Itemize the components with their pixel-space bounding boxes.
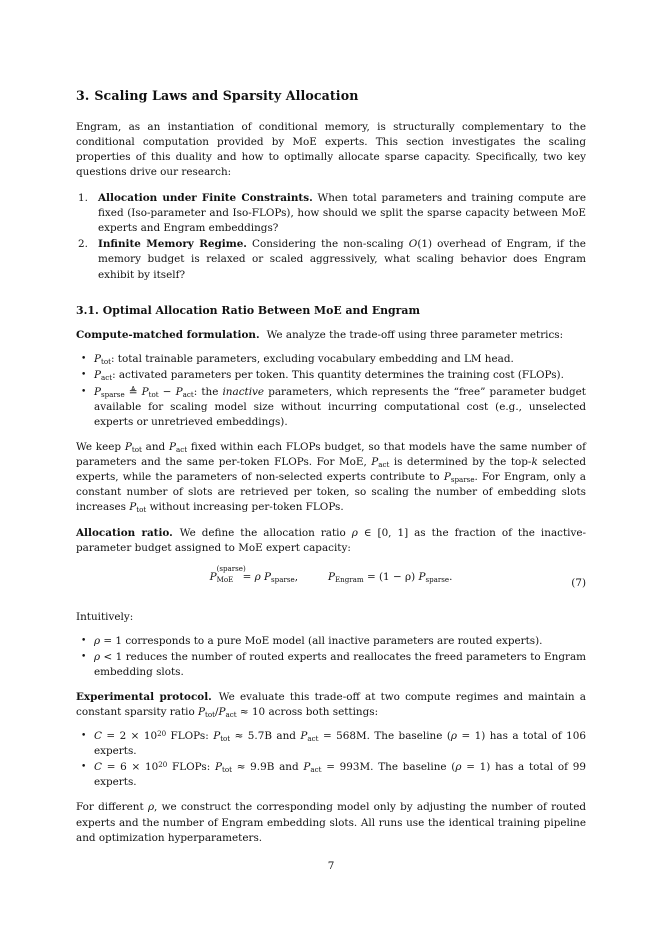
protocol-text-after: across both settings: [268, 705, 379, 718]
times-symbol: × [131, 761, 141, 774]
approx-symbol: ≈ [239, 705, 249, 718]
p-tot-symbol: P [213, 730, 221, 743]
p-tot-subscript: tot [221, 765, 232, 775]
parameter-metrics-list [76, 352, 586, 429]
metric-symbol: P [94, 369, 101, 382]
compute-matched-lead: Compute-matched formulation. [76, 329, 260, 342]
page-content [76, 88, 586, 857]
baseline-text-before: The baseline ( [378, 761, 456, 774]
equals-sign-2: = [326, 761, 335, 774]
equation-rhs1-base: P [264, 570, 272, 583]
fixed-s3: fixed within each FLOPs budget, so that models have the same number of parameters and the same per-token FLOPs. For MoE, [76, 440, 586, 468]
equals-sign-2: = [366, 570, 376, 583]
equals-sign: = [106, 730, 116, 743]
protocol-text-before: We evaluate this trade-off at two compute regimes and maintain a constant sparsity ratio [76, 690, 586, 718]
question-lead: Allocation under Finite Constraints. [98, 192, 313, 205]
metric-p-act [76, 368, 586, 383]
rho-symbol: ρ [94, 650, 101, 663]
fixed-budget-paragraph [76, 440, 586, 515]
closing-text-before: For different [76, 801, 144, 814]
equation-rhs2-base: P [418, 570, 426, 583]
baseline-text-after: ) has a total of 99 experts. [94, 761, 586, 789]
ratio-denominator: P [218, 705, 226, 718]
p-tot-symbol-2: P [129, 501, 137, 514]
compute-unit: FLOPs: [172, 761, 211, 774]
metric-subscript: sparse [101, 389, 125, 399]
bullet-marker: • [81, 386, 87, 397]
metric-symbol: P [94, 385, 101, 398]
ratio-value: 10 [251, 705, 266, 718]
rho-symbol: ρ [450, 730, 457, 743]
intuitively-item-1 [76, 634, 586, 649]
compute-base: 10 [143, 730, 158, 743]
equation-number: (7) [571, 576, 586, 589]
def-symbol-1: P [141, 385, 149, 398]
interval-range: [0, 1] [377, 527, 409, 540]
equation-lhs-subscript: MoE [216, 575, 234, 585]
p-act-symbol: P [300, 730, 308, 743]
metric-p-sparse [76, 385, 586, 430]
ratio-slash: / [215, 705, 219, 718]
equation-lhs-superscript: (sparse) [216, 564, 246, 574]
intuitively-text: corresponds to a pure MoE model (all inactive parameters are routed experts). [125, 634, 543, 647]
closing-text-after: , we construct the corresponding model only by adjusting the number of routed experts and the number of Engram embedding slots. All runs use the identical training pipeline and optimization hyperparameters. [76, 801, 586, 844]
metric-p-tot [76, 352, 586, 367]
p-tot-subscript: tot [131, 444, 142, 454]
section-heading [76, 88, 586, 104]
metric-subscript: tot [101, 357, 111, 367]
ratio-numerator: P [198, 705, 206, 718]
rho-symbol: ρ [351, 527, 358, 540]
bullet-marker: • [81, 651, 87, 662]
bullet-marker: • [81, 370, 87, 381]
big-o-symbol: O [408, 238, 418, 251]
equation-comma: , [294, 570, 298, 583]
compute-regime-1 [76, 729, 586, 759]
intuitively-text: reduces the number of routed experts and reallocates the freed parameters to Engram embedding slots. [94, 650, 586, 678]
compute-regime-2 [76, 760, 586, 790]
section-intro-paragraph: Engram, as an instantiation of conditional memory, is structurally complementary to the conditional computation provided by MoE experts. This section investigates the scaling properties of this duality and how to optimally allocate sparse capacity. Specifically, two key questions drive our research: [76, 120, 586, 179]
fixed-s6: . For Engram, only a constant number of slots are retrieved per token, so scaling the number of embedding slots increases [76, 471, 586, 514]
intuitively-lead: Intuitively: [76, 610, 134, 623]
question-lead: Infinite Memory Regime. [98, 238, 247, 251]
subsection-title: Optimal Allocation Ratio Between MoE and Engram [102, 303, 420, 317]
baseline-text-after: ) has a total of 106 experts. [94, 730, 586, 758]
equals-sign: = [106, 761, 116, 774]
conjunction: and [276, 730, 296, 743]
bullet-marker: • [81, 354, 87, 365]
equation-period: . [449, 570, 453, 583]
element-of-symbol: ∈ [363, 527, 372, 540]
subsection-heading [76, 304, 586, 318]
fixed-s1: We keep [76, 440, 122, 453]
def-subscript-1: tot [148, 389, 159, 399]
experimental-protocol-lead: Experimental protocol. [76, 690, 212, 703]
equation-7-body [76, 564, 586, 585]
equation-factor: (1 − ρ) [378, 570, 416, 583]
metric-text-after: parameters, which represents the “free” parameter budget available for scaling model size without incurring computational cost (e.g., unselected experts or unretrieved embeddings). [94, 385, 586, 428]
p-act-symbol-2: P [371, 455, 379, 468]
p-tot-value: 9.9B [250, 761, 275, 774]
triangleq-operator: ≜ [128, 385, 138, 398]
metric-text-before: : the [193, 385, 219, 398]
equals-sign-1: = [242, 570, 252, 583]
p-act-subscript: act [176, 444, 188, 454]
fixed-s5: selected experts, while the parameters of non-selected experts contribute to [76, 455, 586, 484]
baseline-text-before: The baseline ( [374, 730, 451, 743]
rho-relation: = 1 [103, 634, 123, 647]
baseline-relation: = 1 [461, 730, 482, 743]
list-marker: 1. [78, 192, 88, 205]
p-tot-symbol: P [214, 761, 222, 774]
p-act-value: 993M. [339, 761, 374, 774]
page-number: 7 [327, 860, 335, 872]
question-text-after: overhead of Engram, if the memory budget is relaxed or scaled aggressively, what scaling behavior does Engram exhibit by itself? [98, 238, 586, 281]
compute-matched-paragraph [76, 328, 586, 343]
research-question-1 [76, 191, 586, 236]
p-act-subscript: act [307, 734, 319, 744]
p-tot-subscript: tot [220, 734, 231, 744]
bullet-marker: • [81, 731, 87, 742]
p-act-symbol: P [303, 761, 311, 774]
equation-lhs-base: P [209, 570, 217, 583]
metric-subscript: act [101, 373, 113, 383]
bullet-marker: • [81, 762, 87, 773]
p-act-subscript: act [310, 765, 322, 775]
compute-exponent: 20 [157, 728, 167, 738]
experimental-protocol-paragraph [76, 690, 586, 720]
compute-base: 10 [145, 761, 159, 774]
allocation-text-after: as the fraction of the inactive-parameter budget assigned to MoE expert capacity: [76, 527, 586, 555]
equation-rho: ρ [254, 570, 261, 583]
list-marker: 2. [78, 238, 88, 251]
compute-symbol: C [94, 761, 102, 774]
metric-emphasis: inactive [222, 385, 265, 398]
intuitively-item-2 [76, 650, 586, 680]
section-number: 3. [76, 88, 90, 103]
compute-coefficient: 6 [120, 761, 127, 774]
subsection-number: 3.1. [76, 303, 99, 317]
allocation-ratio-lead: Allocation ratio. [76, 527, 173, 540]
question-text: When total parameters and training compute are fixed (Iso-parameter and Iso-FLOPs), how should we split the sparse capacity between MoE experts and Engram embeddings? [98, 192, 586, 235]
rho-relation: < 1 [103, 650, 123, 663]
compute-regimes-list [76, 729, 586, 790]
rho-symbol: ρ [147, 801, 155, 814]
minus-operator: − [162, 385, 172, 398]
equation-lhs2-base: P [328, 570, 335, 583]
approx-symbol: ≈ [236, 761, 246, 774]
question-text-before: Considering the non-scaling [252, 238, 404, 251]
p-tot-symbol: P [124, 440, 132, 453]
def-symbol-2: P [175, 385, 183, 398]
compute-unit: FLOPs: [170, 730, 209, 743]
allocation-ratio-paragraph [76, 526, 586, 556]
compute-matched-text: We analyze the trade-off using three parameter metrics: [266, 329, 564, 342]
baseline-relation: = 1 [466, 761, 487, 774]
p-moe-sparse-symbol [209, 564, 246, 585]
rho-symbol: ρ [455, 761, 462, 774]
bullet-marker: • [81, 635, 87, 646]
p-act-value: 568M. [336, 730, 370, 743]
p-tot-subscript-2: tot [136, 505, 147, 515]
p-act-subscript-2: act [378, 459, 390, 469]
equation-lhs2-subscript: Engram [335, 574, 364, 584]
def-subscript-2: act [182, 389, 194, 399]
rho-symbol: ρ [94, 634, 101, 647]
section-title: Scaling Laws and Sparsity Allocation [94, 88, 359, 103]
p-sparse-subscript: sparse [450, 475, 475, 485]
equation-rhs1-subscript: sparse [271, 574, 295, 584]
fixed-s7: without increasing per-token FLOPs. [149, 501, 344, 514]
metric-text: : total trainable parameters, excluding vocabulary embedding and LM head. [110, 353, 514, 366]
equals-sign-2: = [322, 730, 332, 743]
allocation-text-before: We define the allocation ratio [179, 527, 346, 540]
p-tot-value: 5.7B [247, 730, 272, 743]
equation-7-row [76, 564, 586, 597]
closing-paragraph [76, 800, 586, 845]
research-question-2 [76, 237, 586, 282]
metric-text: : activated parameters per token. This quantity determines the training cost (FLOPs). [112, 369, 564, 382]
ratio-numerator-subscript: tot [205, 709, 216, 719]
metric-symbol: P [94, 353, 101, 366]
compute-exponent: 20 [158, 760, 168, 770]
conjunction: and [279, 761, 299, 774]
fixed-s4: is determined by the top- [393, 455, 532, 468]
ratio-denominator-subscript: act [225, 709, 237, 719]
times-symbol: × [130, 730, 140, 743]
approx-symbol: ≈ [234, 730, 244, 743]
intuitively-list [76, 634, 586, 680]
compute-symbol: C [94, 730, 102, 743]
compute-coefficient: 2 [119, 730, 127, 743]
research-questions-list [76, 191, 586, 283]
equation-rhs2-subscript: sparse [425, 574, 450, 584]
top-k-symbol: k [531, 455, 538, 468]
big-o-argument: (1) [417, 238, 433, 251]
fixed-s2: and [145, 440, 166, 453]
p-sparse-symbol: P [443, 471, 451, 484]
p-act-symbol: P [169, 440, 177, 453]
